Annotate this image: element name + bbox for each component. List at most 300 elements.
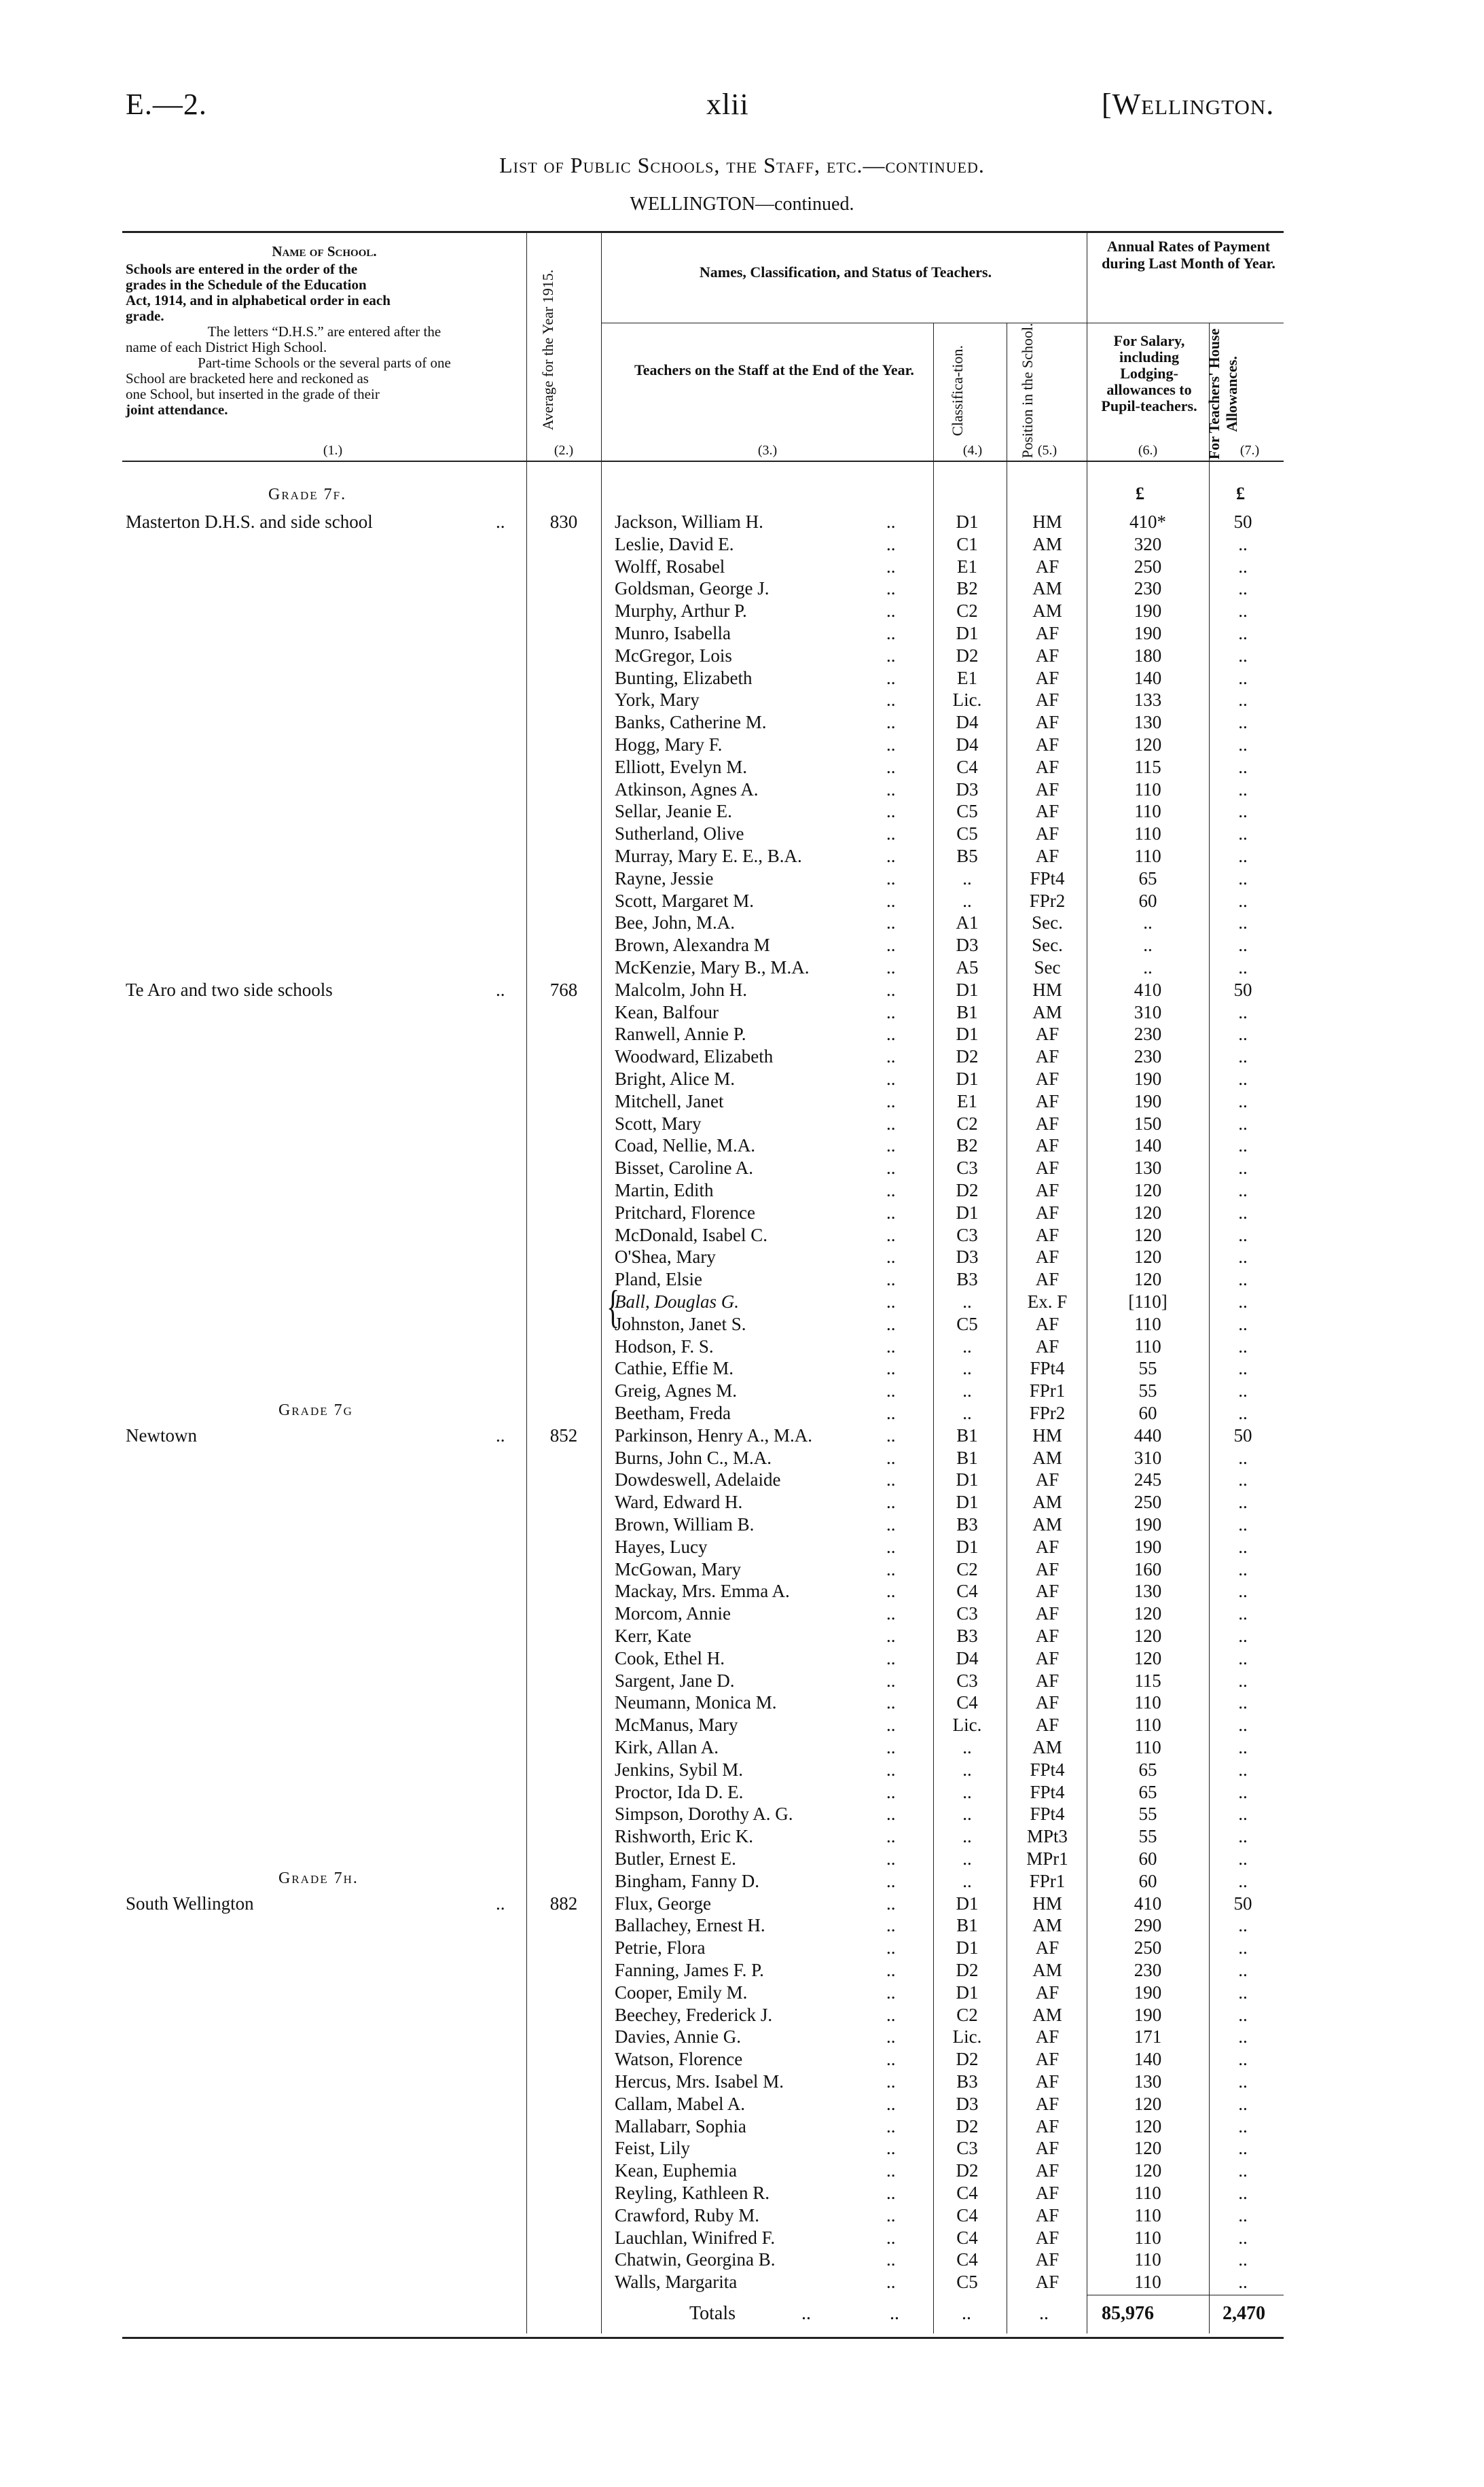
teacher-name: O'Shea, Mary	[615, 1247, 716, 1268]
leader-dots: ..	[886, 533, 896, 554]
pound-sign-salary: £	[1136, 484, 1144, 503]
leader-dots: ..	[886, 890, 896, 911]
house-column-heading: For Teachers' House Allowances.	[1206, 328, 1240, 460]
leader-dots: ..	[886, 1158, 896, 1179]
house-allowance: ..	[1238, 1447, 1248, 1468]
classification: D2	[956, 1046, 979, 1067]
leader-dots: ..	[886, 1826, 896, 1847]
classification: B3	[956, 1626, 978, 1646]
position: AF	[1035, 2160, 1060, 2181]
classification: D1	[956, 979, 979, 1000]
teacher-name: Bisset, Caroline A.	[615, 1158, 753, 1179]
teacher-name: Ball, Douglas G.	[615, 1291, 740, 1312]
classification: ..	[962, 1291, 972, 1312]
classification: C4	[956, 1581, 978, 1602]
leader-dots: ..	[886, 1558, 896, 1579]
teacher-name: Pritchard, Florence	[615, 1202, 755, 1223]
position: AM	[1032, 1514, 1062, 1535]
leader-dots: ..	[886, 1090, 896, 1111]
table-row	[0, 1313, 1484, 1336]
salary: 310	[1134, 1447, 1162, 1468]
leader-dots: ..	[886, 1692, 896, 1713]
table-row	[0, 1291, 1484, 1313]
salary: 65	[1138, 867, 1157, 889]
classification: C3	[956, 2138, 978, 2159]
classification: ..	[962, 1804, 972, 1825]
table-row	[0, 867, 1484, 890]
position: AM	[1032, 2004, 1062, 2025]
leader-dots: ..	[886, 957, 896, 978]
school-name: Newtown	[126, 1425, 197, 1446]
position: AF	[1035, 1581, 1060, 1602]
leader-dots: ..	[886, 690, 896, 711]
salary: 440	[1134, 1425, 1162, 1446]
house-allowance: ..	[1238, 1380, 1248, 1401]
table-row	[0, 1402, 1484, 1425]
position: AM	[1032, 1960, 1062, 1980]
table-row	[0, 667, 1484, 690]
leader-dots: ..	[886, 2004, 896, 2025]
position: AF	[1035, 1536, 1060, 1557]
leader-dots: ..	[886, 1514, 896, 1535]
teacher-name: Munro, Isabella	[615, 623, 731, 643]
salary: 55	[1138, 1804, 1157, 1825]
house-allowance: ..	[1238, 1915, 1248, 1936]
teacher-name: Wolff, Rosabel	[615, 556, 725, 577]
table-row	[0, 2227, 1484, 2249]
classification: ..	[962, 1358, 972, 1379]
teacher-name: Hercus, Mrs. Isabel M.	[615, 2071, 784, 2092]
salary: 180	[1134, 645, 1162, 666]
classification: C2	[956, 1558, 978, 1579]
classification: D1	[956, 1982, 979, 2003]
table-row	[0, 1558, 1484, 1581]
leader-dots: ..	[886, 645, 896, 666]
table-row	[0, 711, 1484, 734]
leader-dots: ..	[886, 1336, 896, 1357]
house-allowance: ..	[1238, 1759, 1248, 1780]
table-row	[0, 2071, 1484, 2093]
position: FPt4	[1030, 867, 1065, 889]
salary: 110	[1134, 779, 1161, 800]
classification: ..	[962, 1380, 972, 1401]
table-row	[0, 577, 1484, 600]
leader-dots: ..	[886, 2026, 896, 2047]
salary: 60	[1138, 1848, 1157, 1869]
salary: 115	[1134, 1670, 1161, 1691]
leader-dots: ..	[886, 601, 896, 622]
teacher-name: Martin, Edith	[615, 1180, 714, 1200]
teacher-name: Sutherland, Olive	[615, 823, 744, 844]
table-row	[0, 1357, 1484, 1380]
teacher-name: Atkinson, Agnes A.	[615, 779, 759, 800]
table-row	[0, 689, 1484, 711]
position: AF	[1035, 1069, 1060, 1089]
leader-dots: ..	[886, 1848, 896, 1869]
house-allowance: ..	[1238, 533, 1248, 554]
classification: D2	[956, 645, 979, 666]
classification: ..	[962, 890, 972, 911]
house-allowance: ..	[1238, 2272, 1248, 2293]
position: AF	[1035, 2138, 1060, 2159]
classification: B1	[956, 1425, 978, 1446]
leader-dots: ..	[886, 823, 896, 844]
salary: [110]	[1128, 1291, 1168, 1312]
salary: 150	[1134, 1113, 1162, 1134]
table-row	[0, 1870, 1484, 1893]
teacher-name: Rayne, Jessie	[615, 867, 714, 889]
salary: 130	[1134, 1581, 1162, 1602]
teacher-name: Cooper, Emily M.	[615, 1982, 748, 2003]
teacher-name: McManus, Mary	[615, 1715, 738, 1736]
salary: 245	[1134, 1469, 1162, 1490]
house-allowance: ..	[1238, 1960, 1248, 1980]
table-row	[0, 1914, 1484, 1937]
house-allowance: 50	[1233, 512, 1252, 532]
house-allowance: ..	[1238, 1224, 1248, 1245]
house-allowance: ..	[1238, 912, 1248, 933]
salary: 120	[1134, 2138, 1162, 2159]
school-name: Te Aro and two side schools	[126, 979, 333, 1000]
salary: 120	[1134, 1202, 1162, 1223]
table-row	[0, 1625, 1484, 1647]
classification: C3	[956, 1670, 978, 1691]
teacher-name: Fanning, James F. P.	[615, 1960, 764, 1980]
salary: 55	[1138, 1358, 1157, 1379]
teacher-name: McGregor, Lois	[615, 645, 732, 666]
table-row	[0, 1425, 1484, 1447]
house-allowance: ..	[1238, 645, 1248, 666]
classification: D1	[956, 1893, 979, 1914]
teacher-name: Lauchlan, Winifred F.	[615, 2227, 776, 2248]
col-number-1: (1.)	[323, 443, 343, 458]
teacher-name: Butler, Ernest E.	[615, 1848, 736, 1869]
teacher-name: Sargent, Jane D.	[615, 1670, 735, 1691]
totals-dots: ..	[890, 2303, 899, 2324]
teacher-name: McDonald, Isabel C.	[615, 1224, 767, 1245]
teacher-name: Ballachey, Ernest H.	[615, 1915, 765, 1936]
teacher-name: Pland, Elsie	[615, 1269, 702, 1290]
leader-dots: ..	[886, 667, 896, 688]
note-line: Schools are entered in the order of the	[126, 261, 358, 277]
house-allowance: ..	[1238, 1403, 1248, 1423]
table-row	[0, 1959, 1484, 1982]
salary: 140	[1134, 667, 1162, 688]
salary: 120	[1134, 1269, 1162, 1290]
note-line: Part-time Schools or the several parts of one	[198, 355, 451, 371]
school-name: Masterton D.H.S. and side school	[126, 512, 373, 532]
leader-dots: ..	[886, 1715, 896, 1736]
table-row	[0, 890, 1484, 912]
house-allowance: ..	[1238, 1514, 1248, 1535]
house-allowance: ..	[1238, 1069, 1248, 1089]
position: AF	[1035, 1158, 1060, 1179]
salary: 110	[1134, 2249, 1161, 2270]
position: AF	[1035, 1090, 1060, 1111]
salary: 120	[1134, 2160, 1162, 2181]
table-row	[0, 2249, 1484, 2271]
teachers-group-heading: Names, Classification, and Status of Teachers.	[699, 264, 992, 281]
house-allowance: ..	[1238, 1870, 1248, 1891]
house-allowance: ..	[1238, 1737, 1248, 1757]
table-row	[0, 2137, 1484, 2160]
table-row	[0, 2026, 1484, 2048]
leader-dots: ..	[886, 623, 896, 643]
position: AF	[1035, 756, 1060, 777]
table-row	[0, 1246, 1484, 1268]
house-allowance: ..	[1238, 779, 1248, 800]
leader-dots: ..	[886, 1670, 896, 1691]
leader-dots: ..	[496, 979, 505, 1000]
leader-dots: ..	[886, 734, 896, 755]
house-allowance: ..	[1238, 1692, 1248, 1713]
house-allowance: ..	[1238, 1492, 1248, 1513]
house-allowance: ..	[1238, 935, 1248, 956]
salary: 110	[1134, 801, 1161, 822]
page-ref: E.—2.	[126, 88, 207, 121]
leader-dots: ..	[886, 2115, 896, 2136]
position: AF	[1035, 2227, 1060, 2248]
teacher-name: Walls, Margarita	[615, 2272, 738, 2293]
table-row	[0, 1670, 1484, 1692]
table-row	[0, 2271, 1484, 2293]
salary: 65	[1138, 1759, 1157, 1780]
classification: C4	[956, 2183, 978, 2203]
leader-dots: ..	[886, 1313, 896, 1334]
house-allowance: ..	[1238, 1581, 1248, 1602]
classification: B3	[956, 1269, 978, 1290]
classification: D4	[956, 734, 979, 755]
teacher-name: Beetham, Freda	[615, 1403, 731, 1423]
house-allowance: ..	[1238, 1826, 1248, 1847]
note-line: School are bracketed here and reckoned as	[126, 370, 369, 387]
leader-dots: ..	[886, 1224, 896, 1245]
house-allowance: ..	[1238, 2249, 1248, 2270]
position: Sec.	[1032, 912, 1063, 933]
classification-column-heading: Classifica-tion.	[949, 345, 966, 436]
salary: 230	[1134, 1046, 1162, 1067]
salary: 60	[1138, 1870, 1157, 1891]
teacher-name: Woodward, Elizabeth	[615, 1046, 774, 1067]
totals-salary: 85,976	[1102, 2303, 1154, 2324]
salary: 110	[1134, 2183, 1161, 2203]
house-allowance: ..	[1238, 1113, 1248, 1134]
leader-dots: ..	[886, 1982, 896, 2003]
salary: 130	[1134, 2071, 1162, 2092]
position: AF	[1035, 846, 1060, 866]
leader-dots: ..	[886, 556, 896, 577]
classification: Lic.	[952, 2026, 982, 2047]
salary: ..	[1143, 935, 1153, 956]
salary: 110	[1134, 2272, 1161, 2293]
table-row	[0, 2093, 1484, 2115]
table-row	[0, 1045, 1484, 1068]
position: AF	[1035, 2272, 1060, 2293]
house-allowance: ..	[1238, 867, 1248, 889]
note-line: name of each District High School.	[126, 339, 327, 355]
average-attendance: 830	[549, 512, 578, 532]
salary: 190	[1134, 1536, 1162, 1557]
leader-dots: ..	[886, 512, 896, 532]
classification: C5	[956, 801, 978, 822]
salary: 120	[1134, 1247, 1162, 1268]
position: AF	[1035, 645, 1060, 666]
position: AF	[1035, 1937, 1060, 1958]
classification: C2	[956, 2004, 978, 2025]
teacher-name: Goldsman, George J.	[615, 578, 770, 599]
position: FPt4	[1030, 1358, 1065, 1379]
house-allowance: ..	[1238, 1336, 1248, 1357]
salary: 55	[1138, 1826, 1157, 1847]
table-row	[0, 1113, 1484, 1135]
table-row	[0, 2182, 1484, 2204]
salary: 230	[1134, 1024, 1162, 1045]
region-name: [Wellington.	[1102, 88, 1275, 121]
teacher-name: Greig, Agnes M.	[615, 1380, 737, 1401]
house-allowance: ..	[1238, 1781, 1248, 1802]
house-allowance: ..	[1238, 1269, 1248, 1290]
house-allowance: ..	[1238, 1090, 1248, 1111]
leader-dots: ..	[886, 979, 896, 1000]
table-row	[0, 734, 1484, 756]
classification: C5	[956, 2272, 978, 2293]
leader-dots: ..	[886, 1247, 896, 1268]
position: AF	[1035, 556, 1060, 577]
leader-dots: ..	[886, 912, 896, 933]
classification: Lic.	[952, 1715, 982, 1736]
position: AF	[1035, 2093, 1060, 2114]
teacher-name: Jenkins, Sybil M.	[615, 1759, 744, 1780]
table-row	[0, 1982, 1484, 2004]
position: FPt4	[1030, 1781, 1065, 1802]
salary: 410*	[1129, 512, 1166, 532]
classification: C3	[956, 1158, 978, 1179]
house-allowance: ..	[1238, 1536, 1248, 1557]
note-line: The letters “D.H.S.” are entered after the	[207, 323, 441, 340]
col-number-6: (6.)	[1138, 443, 1158, 458]
position: AF	[1035, 2249, 1060, 2270]
classification: E1	[957, 667, 977, 688]
leader-dots: ..	[886, 2071, 896, 2092]
col-number-3: (3.)	[757, 443, 778, 458]
table-row	[0, 1157, 1484, 1179]
classification: ..	[962, 1781, 972, 1802]
classification: ..	[962, 1336, 972, 1357]
salary: 115	[1134, 756, 1161, 777]
leader-dots: ..	[886, 578, 896, 599]
classification: D1	[956, 1937, 979, 1958]
table-row	[0, 979, 1484, 1001]
position: AF	[1035, 1180, 1060, 1200]
table-row	[0, 934, 1484, 956]
leader-dots: ..	[886, 1447, 896, 1468]
classification: B2	[956, 1135, 978, 1156]
classification: D2	[956, 1960, 979, 1980]
note-line: one School, but inserted in the grade of their	[126, 386, 380, 402]
table-row	[0, 1380, 1484, 1402]
house-allowance: ..	[1238, 1001, 1248, 1022]
col-number-7: (7.)	[1239, 443, 1260, 458]
classification: C4	[956, 756, 978, 777]
teacher-name: Petrie, Flora	[615, 1937, 706, 1958]
pound-sign-house: £	[1236, 484, 1245, 503]
salary: 120	[1134, 1603, 1162, 1624]
salary: 320	[1134, 533, 1162, 554]
classification: B3	[956, 1514, 978, 1535]
house-allowance: ..	[1238, 1202, 1248, 1223]
salary: 140	[1134, 1135, 1162, 1156]
salary: 65	[1138, 1781, 1157, 1802]
position: AF	[1035, 1269, 1060, 1290]
leader-dots: ..	[496, 1425, 505, 1446]
position: HM	[1032, 1893, 1062, 1914]
table-row	[0, 2115, 1484, 2138]
page-title: List of Public Schools, the Staff, etc.—continued.	[499, 153, 985, 177]
table-row	[0, 1848, 1484, 1870]
classification: D1	[956, 512, 979, 532]
table-row	[0, 1781, 1484, 1804]
table-row	[0, 1179, 1484, 1202]
position: HM	[1032, 979, 1062, 1000]
house-allowance: ..	[1238, 2004, 1248, 2025]
leader-dots: ..	[886, 1469, 896, 1490]
house-allowance: ..	[1238, 690, 1248, 711]
house-allowance: ..	[1238, 1158, 1248, 1179]
salary: 110	[1134, 1313, 1161, 1334]
house-allowance: ..	[1238, 1358, 1248, 1379]
house-allowance: ..	[1238, 1135, 1248, 1156]
position: AF	[1035, 1202, 1060, 1223]
position: AF	[1035, 1692, 1060, 1713]
position: AF	[1035, 823, 1060, 844]
leader-dots: ..	[886, 1759, 896, 1780]
leader-dots: ..	[886, 1425, 896, 1446]
leader-dots: ..	[886, 1291, 896, 1312]
house-allowance: ..	[1238, 2093, 1248, 2114]
position: FPt4	[1030, 1804, 1065, 1825]
salary: 120	[1134, 734, 1162, 755]
leader-dots: ..	[886, 1804, 896, 1825]
house-allowance: ..	[1238, 1046, 1248, 1067]
house-allowance: ..	[1238, 1247, 1248, 1268]
teacher-name: Bingham, Fanny D.	[615, 1870, 759, 1891]
house-allowance: ..	[1238, 1180, 1248, 1200]
classification: D3	[956, 2093, 979, 2114]
table-row	[0, 533, 1484, 556]
teacher-name: Kirk, Allan A.	[615, 1737, 719, 1757]
teacher-name: Neumann, Monica M.	[615, 1692, 777, 1713]
classification: C5	[956, 1313, 978, 1334]
salary: 120	[1134, 1647, 1162, 1668]
classification: D3	[956, 1247, 979, 1268]
classification: D2	[956, 2160, 979, 2181]
table-row	[0, 756, 1484, 779]
leader-dots: ..	[886, 1870, 896, 1891]
position: FPr2	[1029, 890, 1066, 911]
house-allowance: 50	[1233, 1893, 1252, 1914]
salary: 110	[1134, 1336, 1161, 1357]
teacher-name: Banks, Catherine M.	[615, 712, 767, 733]
house-allowance: ..	[1238, 1715, 1248, 1736]
classification: B2	[956, 578, 978, 599]
table-row	[0, 1759, 1484, 1781]
teacher-name: Johnston, Janet S.	[615, 1313, 746, 1334]
house-allowance: ..	[1238, 623, 1248, 643]
table-row	[0, 1603, 1484, 1625]
table-row	[0, 1580, 1484, 1603]
teacher-name: Flux, George	[615, 1893, 711, 1914]
table-row	[0, 779, 1484, 801]
